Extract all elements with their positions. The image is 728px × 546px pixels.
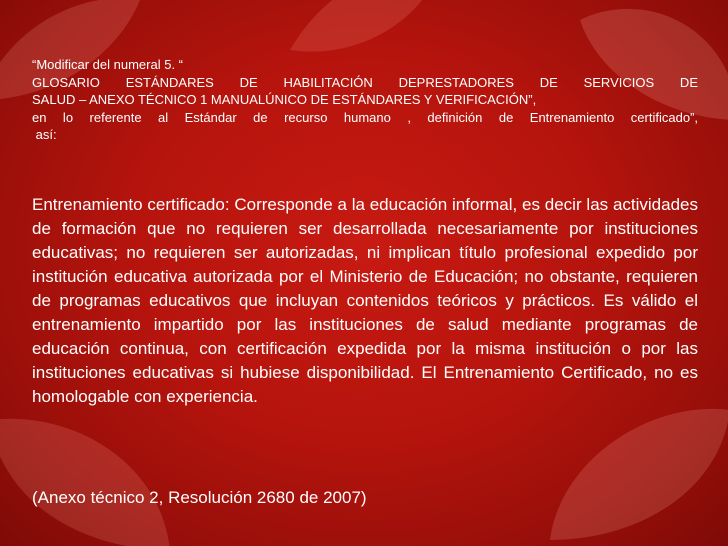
leaf-decoration-icon <box>540 390 728 546</box>
intro-block <box>32 56 698 144</box>
intro-line-5: así: <box>32 127 57 142</box>
definition-paragraph: Entrenamiento certificado: Corresponde a la educación informal, es decir las actividades de formación que no requieren ser desarrollada necesariamente por instituciones educativas; no requieren ser autorizadas, ni implican título profesional expedido por institución educativa autorizada por el Ministerio de Educación; no obstante, requieren de programas educativos que incluyan contenidos teóricos y prácticos. Es válido el entrenamiento impartido por las instituciones de salud mediante programas de educación continua, con certificación expedida por la misma institución o por las instituciones educativas si hubiese disponibilidad. El Entrenamiento Certificado, no es homologable con experiencia. <box>32 195 698 406</box>
citation-text: (Anexo técnico 2, Resolución 2680 de 2007) <box>32 488 367 507</box>
intro-line-2: GLOSARIO ESTÁNDARES DE HABILITACIÓN DEPRESTADORES DE SERVICIOS DE <box>32 74 698 90</box>
intro-line-3: SALUD – ANEXO TÉCNICO 1 MANUALÚNICO DE ESTÁNDARES Y VERIFICACIÓN”, <box>32 92 537 107</box>
intro-line-1: “Modificar del numeral 5. “ <box>32 57 183 72</box>
intro-line-4: en lo referente al Estándar de recurso humano , definición de Entrenamiento certificado”, <box>32 109 698 125</box>
leaf-decoration-icon <box>0 400 180 546</box>
